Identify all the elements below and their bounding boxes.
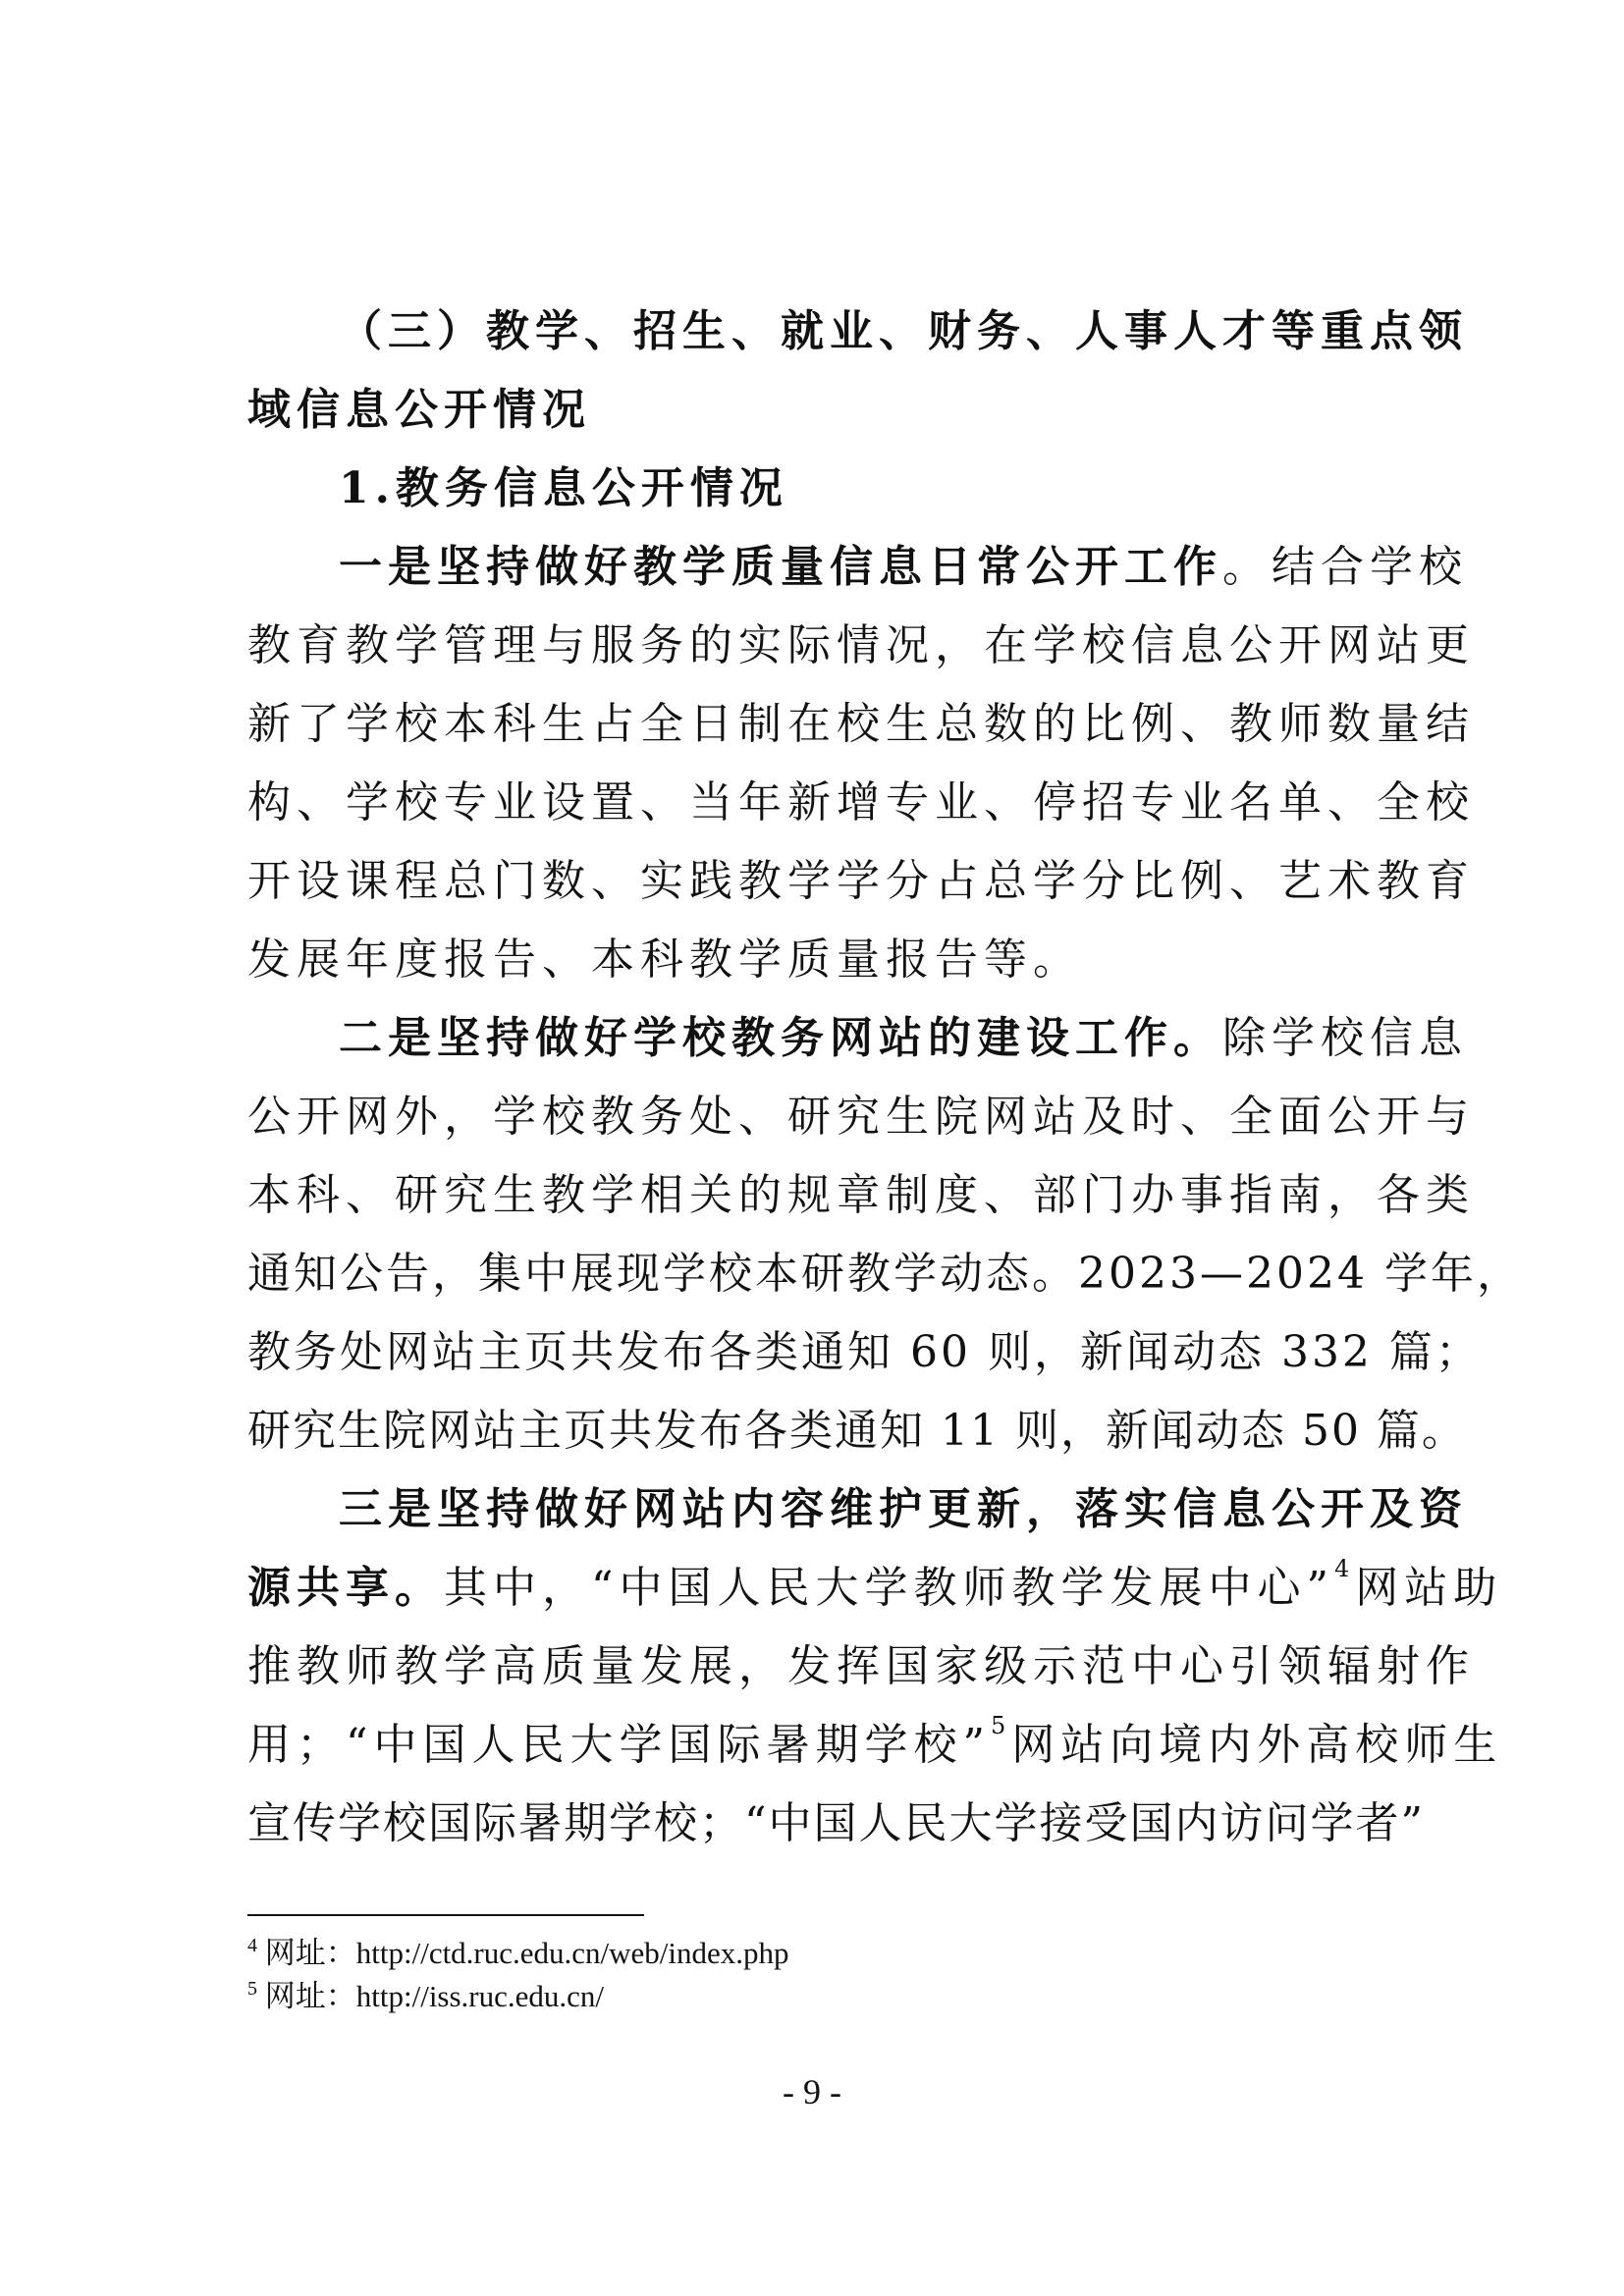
para2-lead: 二是坚持做好学校教务网站的建设工作。 [339,1013,1222,1063]
footnote-4 [247,1932,1377,1975]
para1-line-1 [339,528,1468,607]
section-heading-line-2: 域信息公开情况 [247,385,591,435]
para2-line-2: 公开网外，学校教务处、研究生院网站及时、全面公开与 [247,1092,1475,1142]
para2-line-3: 本科、研究生教学相关的规章制度、部门办事指南，各类 [247,1170,1475,1220]
para1-line-1-rest: 。结合学校 [1222,542,1468,592]
para3-line-2-text-a: 其中，“中国人民大学教师教学发展中心” [444,1563,1334,1613]
page-number: - 9 - [783,2072,841,2111]
para3-line-3: 推教师教学高质量发展，发挥国家级示范中心引领辐射作 [247,1641,1475,1691]
footnote-mark: 5 [247,1978,257,2000]
para1-line-4: 构、学校专业设置、当年新增专业、停招专业名单、全校 [247,777,1475,828]
subheading: 1.教务信息公开情况 [339,463,788,513]
para3-line-4 [247,1706,1503,1785]
footnote-text[interactable]: 网址：http://ctd.ruc.edu.cn/web/index.php [264,1936,789,1970]
para1-line-2: 教育教学管理与服务的实际情况，在学校信息公开网站更 [247,620,1475,670]
footnote-5 [247,1975,1377,2018]
para3-line-2 [247,1549,1503,1628]
footnote-ref-4[interactable]: 4 [1334,1555,1356,1582]
para1-line-3: 新了学校本科生占全日制在校生总数的比例、教师数量结 [247,699,1475,749]
para1-line-6: 发展年度报告、本科教学质量报告等。 [247,934,1082,985]
para2-line-5: 教务处网站主页共发布各类通知 60 则，新闻动态 332 篇； [247,1327,1482,1377]
para2-line-6: 研究生院网站主页共发布各类通知 11 则，新闻动态 50 篇。 [247,1406,1467,1456]
footnote-divider [247,1914,644,1916]
para3-lead-end: 源共享。 [247,1563,444,1613]
footnote-mark: 4 [247,1935,257,1956]
para3-line-4-text-b: 网站向境内外高校师生 [1011,1720,1503,1770]
section-heading-line-1: （三）教学、招生、就业、财务、人事人才等重点领 [339,306,1468,356]
para3-lead-line-1: 三是坚持做好网站内容维护更新，落实信息公开及资 [339,1484,1468,1534]
para2-line-4: 通知公告，集中展现学校本研教学动态。2023—2024 学年， [247,1249,1523,1299]
para3-line-4-text-a: 用；“中国人民大学国际暑期学校” [247,1720,991,1770]
para2-line-1 [339,999,1468,1078]
para1-line-5: 开设课程总门数、实践教学学分占总学分比例、艺术教育 [247,856,1475,906]
para3-line-2-text-b: 网站助 [1355,1563,1503,1613]
para3-line-5: 宣传学校国际暑期学校；“中国人民大学接受国内访问学者” [247,1798,1425,1848]
para2-line-1-rest: 除学校信息 [1222,1013,1468,1063]
para1-lead: 一是坚持做好教学质量信息日常公开工作 [339,542,1222,592]
footnote-text[interactable]: 网址：http://iss.ruc.edu.cn/ [264,1979,605,2013]
footnote-ref-5[interactable]: 5 [991,1712,1012,1739]
